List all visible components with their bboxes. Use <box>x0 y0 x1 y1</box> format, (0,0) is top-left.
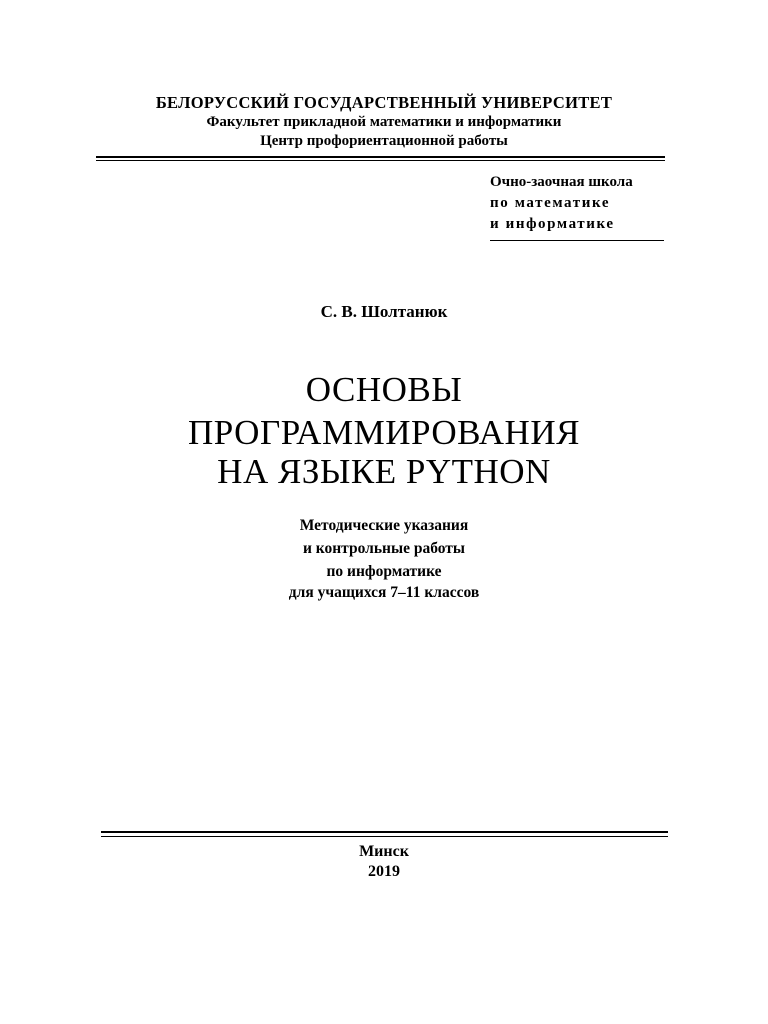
faculty-name: Факультет прикладной математики и информатики <box>206 114 562 130</box>
title-line-3: НА ЯЗЫКЕ PYTHON <box>217 452 551 491</box>
school-line-1: Очно-заочная школа <box>490 174 633 190</box>
title-line-1: ОСНОВЫ <box>305 370 463 409</box>
header-divider-thick <box>96 156 665 158</box>
title-line-2: ПРОГРАММИРОВАНИЯ <box>188 413 580 452</box>
header-divider-thin <box>96 160 665 161</box>
author-name: С. В. Шолтанюк <box>320 302 448 321</box>
center-name: Центр профориентационной работы <box>260 133 508 149</box>
publication-city: Минск <box>359 843 409 860</box>
subtitle-line-2: и контрольные работы <box>302 540 466 557</box>
publication-year: 2019 <box>368 863 400 880</box>
subtitle-line-4: для учащихся 7–11 классов <box>288 584 480 601</box>
footer-divider-thin <box>101 836 668 837</box>
university-name: БЕЛОРУССКИЙ ГОСУДАРСТВЕННЫЙ УНИВЕРСИТЕТ <box>155 93 613 112</box>
subtitle-line-3: по информатике <box>326 563 442 580</box>
subtitle-line-1: Методические указания <box>299 517 469 534</box>
footer-divider-thick <box>101 831 668 833</box>
school-line-2: по математике <box>490 195 611 211</box>
school-underline <box>490 240 664 241</box>
school-line-3: и информатике <box>490 216 615 232</box>
